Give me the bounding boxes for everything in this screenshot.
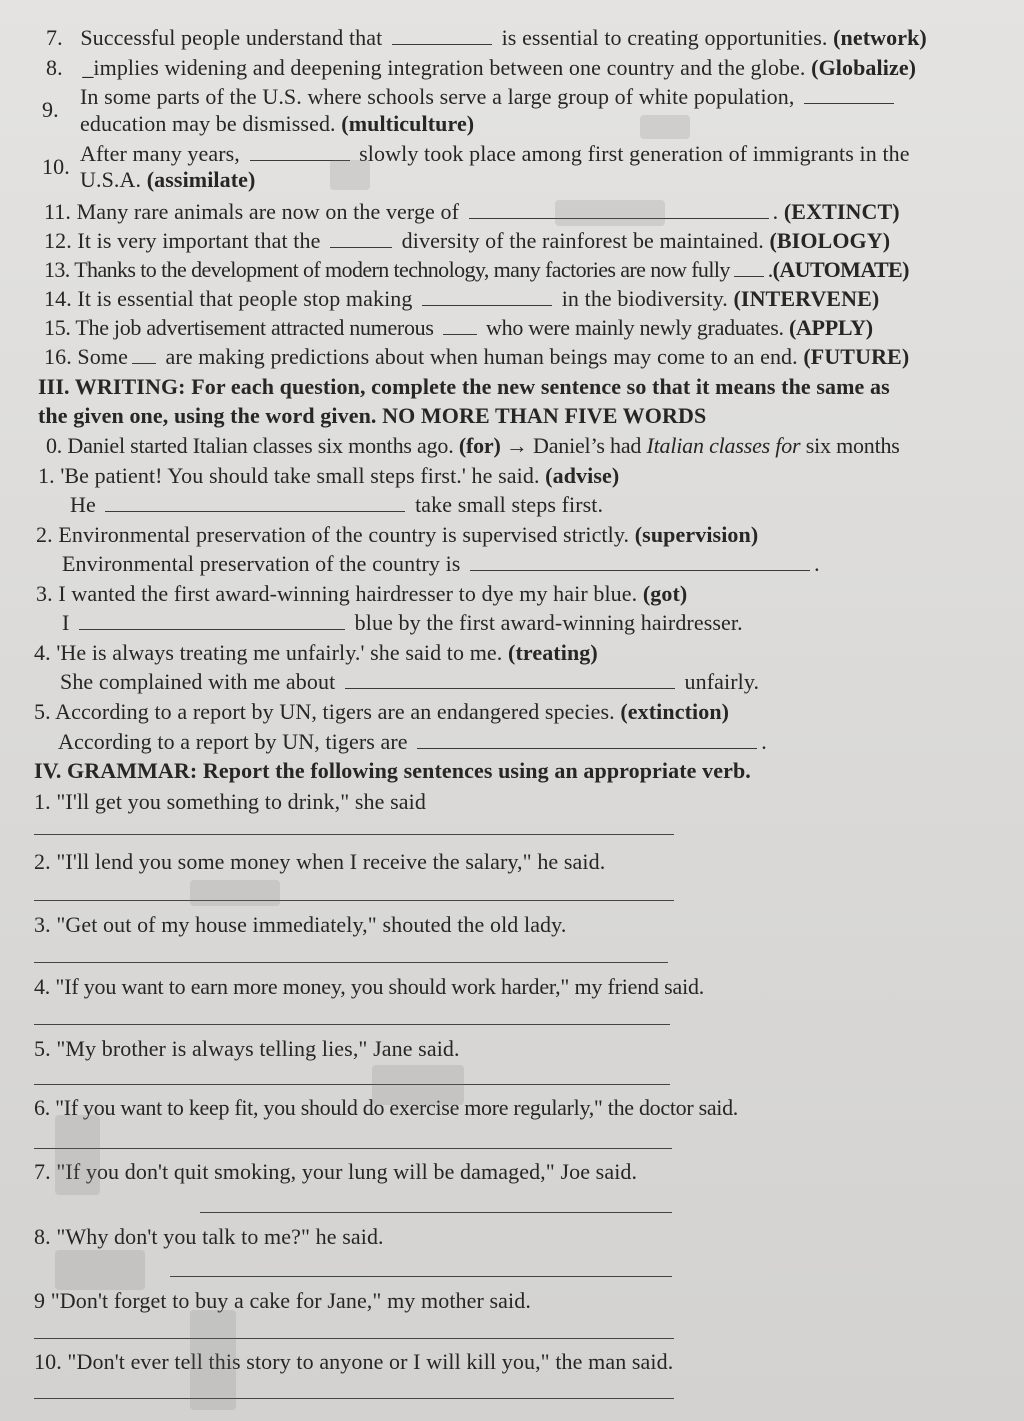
word-hint: (EXTINCT) — [783, 199, 900, 224]
answer-blank[interactable] — [105, 491, 405, 512]
item-14 — [44, 285, 879, 313]
rewrite-item-4: 4. 'He is always treating me unfairly.' she said to me. (treating) — [34, 640, 598, 665]
item-text-2: is essential to creating opportunities. — [501, 25, 828, 50]
item-number: 12. — [44, 228, 72, 253]
sentence-text: "Why don't you talk to me?" he said. — [56, 1224, 384, 1249]
answer-blank[interactable] — [79, 609, 345, 630]
answer-blank[interactable] — [470, 550, 810, 571]
item-text: Successful people understand that — [80, 25, 383, 50]
sentence-text: "Don't forget to buy a cake for Jane," my mother said. — [50, 1288, 531, 1313]
report-item-6: 6. "If you want to keep fit, you should do exercise more regularly," the doctor said. — [34, 1095, 739, 1120]
rewrite-answer-4: She complained with me about unfairly. — [60, 669, 760, 694]
answer-line-2[interactable] — [34, 900, 674, 901]
item-text: Some — [77, 344, 128, 369]
item-text: The job advertisement attracted numerous — [75, 315, 434, 340]
erased-mark — [190, 1310, 236, 1410]
answer-line-10[interactable] — [34, 1398, 674, 1399]
question-text: According to a report by UN, tigers are an endangered species. — [55, 699, 615, 724]
item-10-cont — [80, 166, 255, 194]
item-9-number: 9. — [42, 97, 59, 122]
sentence-text: "If you want to keep fit, you should do exercise more regularly," the doctor said. — [55, 1095, 739, 1120]
question-text: I wanted the first award-winning hairdresser to dye my hair blue. — [58, 581, 638, 606]
item-9-cont — [80, 110, 474, 138]
item-11: 11. Many rare animals are now on the verge of . (EXTINCT) — [44, 199, 900, 224]
answer-line-3[interactable] — [34, 962, 668, 963]
word-hint: (INTERVENE) — [733, 286, 880, 311]
erased-mark — [330, 160, 370, 190]
item-text: It is very important that the — [77, 228, 321, 253]
erased-mark — [640, 115, 690, 139]
item-text: _implies widening and deepening integration between one country and the globe. — [82, 55, 806, 80]
item-16 — [44, 343, 909, 371]
answer-blank[interactable] — [734, 256, 764, 277]
item-text: Many rare animals are now on the verge of — [76, 199, 460, 224]
erased-mark — [555, 200, 665, 226]
report-item-9: 9 "Don't forget to buy a cake for Jane," my mother said. — [34, 1288, 531, 1313]
answer-blank[interactable] — [392, 24, 492, 45]
answer-line-8[interactable] — [170, 1276, 672, 1277]
item-text-2: in the biodiversity. — [561, 286, 728, 311]
item-number: 7. — [46, 25, 63, 50]
report-item-10: 10. "Don't ever tell this story to anyone or I will kill you," the man said. — [34, 1349, 674, 1374]
erased-mark — [55, 1250, 145, 1290]
item-text: In some parts of the U.S. where schools serve a large group of white population, — [80, 84, 795, 109]
answer-line-6[interactable] — [34, 1148, 672, 1149]
example-item: 0. Daniel started Italian classes six months ago. (for) → Daniel’s had Italian classes for six months — [46, 433, 900, 458]
question-text: 'Be patient! You should take small steps first.' he said. — [60, 463, 540, 488]
item-9 — [80, 83, 898, 111]
item-number: 13. — [44, 257, 70, 282]
item-number: 11. — [44, 199, 71, 224]
sentence-text: "I'll get you something to drink," she said — [56, 789, 426, 814]
rewrite-item-1: 1. 'Be patient! You should take small steps first.' he said. (advise) — [38, 463, 620, 488]
section-4-heading: IV. GRAMMAR: Report the following sentences using an appropriate verb. — [34, 758, 751, 783]
word-hint: (AUTOMATE) — [772, 257, 909, 282]
item-text-2: diversity of the rainforest be maintained. — [401, 228, 764, 253]
word-hint: (advise) — [545, 463, 620, 488]
item-text: After many years, — [80, 141, 240, 166]
item-15 — [44, 314, 873, 342]
answer-line-1[interactable] — [34, 834, 674, 835]
question-text: 'He is always treating me unfairly.' she said to me. — [56, 640, 503, 665]
erased-mark — [372, 1065, 464, 1105]
word-hint: (got) — [642, 581, 688, 606]
word-hint: (multiculture) — [341, 111, 475, 136]
item-text-2: education may be dismissed. — [80, 111, 336, 136]
sentence-text: "Get out of my house immediately," shouted the old lady. — [56, 912, 567, 937]
answer-blank[interactable] — [250, 140, 350, 161]
sentence-text: "My brother is always telling lies," Jane said. — [56, 1036, 460, 1061]
arrow-icon: → — [505, 433, 528, 458]
answer-blank[interactable] — [132, 343, 156, 364]
report-item-2: 2. "I'll lend you some money when I receive the salary," he said. — [34, 849, 606, 874]
answer-blank[interactable] — [345, 668, 675, 689]
answer-blank[interactable] — [330, 227, 392, 248]
answer-line-7[interactable] — [200, 1212, 672, 1213]
word-hint: (treating) — [508, 640, 598, 665]
word-hint: (assimilate) — [146, 167, 256, 192]
report-item-7: 7. "If you don't quit smoking, your lung will be damaged," Joe said. — [34, 1159, 638, 1184]
rewrite-answer-1: He take small steps first. — [70, 492, 604, 517]
rewrite-item-2: 2. Environmental preservation of the country is supervised strictly. (supervision) — [36, 522, 759, 547]
item-13: 13. Thanks to the development of modern technology, many factories are now fully .(AUTOMATE) — [44, 257, 909, 282]
sentence-text: "If you don't quit smoking, your lung will be damaged," Joe said. — [56, 1159, 638, 1184]
item-text: Thanks to the development of modern technology, many factories are now fully — [74, 257, 730, 282]
answer-line-9[interactable] — [34, 1338, 674, 1339]
item-text: It is essential that people stop making — [77, 286, 413, 311]
section-3-heading-cont: the given one, using the word given. NO MORE THAN FIVE WORDS — [38, 403, 707, 428]
item-number: 8. — [46, 55, 63, 80]
answer-line-5[interactable] — [34, 1084, 670, 1085]
word-hint: (extinction) — [620, 699, 730, 724]
answer-line-4[interactable] — [34, 1024, 670, 1025]
report-item-4: 4. "If you want to earn more money, you should work harder," my friend said. — [34, 974, 705, 999]
word-hint: (BIOLOGY) — [769, 228, 891, 253]
rewrite-answer-5: According to a report by UN, tigers are . — [58, 729, 767, 754]
item-number: 14. — [44, 286, 72, 311]
item-10-number: 10. — [42, 154, 70, 179]
word-hint: (network) — [833, 25, 927, 50]
answer-blank[interactable] — [443, 314, 477, 335]
item-text-2: slowly took place among first generation of immigrants in the — [359, 141, 910, 166]
sentence-text: "I'll lend you some money when I receive the salary," he said. — [56, 849, 606, 874]
word-hint: (FUTURE) — [803, 344, 910, 369]
sentence-text: "If you want to earn more money, you should work harder," my friend said. — [55, 974, 705, 999]
word-hint: (Globalize) — [811, 55, 917, 80]
erased-mark — [55, 1115, 100, 1195]
word-hint: (supervision) — [634, 522, 759, 547]
item-number: 15. — [44, 315, 71, 340]
report-item-1: 1. "I'll get you something to drink," she said — [34, 789, 426, 814]
item-text-2: are making predictions about when human beings may come to an end. — [165, 344, 798, 369]
report-item-8: 8. "Why don't you talk to me?" he said. — [34, 1224, 384, 1249]
rewrite-answer-2: Environmental preservation of the country is . — [62, 551, 820, 576]
erased-mark — [190, 880, 280, 906]
item-text-3: U.S.A. — [80, 167, 142, 192]
item-7 — [46, 24, 927, 52]
item-number: 16. — [44, 344, 72, 369]
item-text-2: who were mainly newly graduates. — [486, 315, 784, 340]
question-text: Environmental preservation of the country is supervised strictly. — [58, 522, 630, 547]
rewrite-item-3: 3. I wanted the first award-winning hairdresser to dye my hair blue. (got) — [36, 581, 688, 606]
item-8 — [46, 54, 916, 82]
report-item-5: 5. "My brother is always telling lies," Jane said. — [34, 1036, 460, 1061]
section-3-heading: III. WRITING: For each question, complete the new sentence so that it means the same as — [38, 374, 890, 399]
answer-blank[interactable] — [804, 83, 894, 104]
rewrite-item-5: 5. According to a report by UN, tigers are an endangered species. (extinction) — [34, 699, 730, 724]
sentence-text: "Don't ever tell this story to anyone or I will kill you," the man said. — [67, 1349, 674, 1374]
answer-blank[interactable] — [422, 285, 552, 306]
word-hint: (APPLY) — [788, 315, 873, 340]
answer-blank[interactable] — [417, 728, 757, 749]
report-item-3: 3. "Get out of my house immediately," shouted the old lady. — [34, 912, 567, 937]
item-10 — [80, 140, 910, 168]
item-12 — [44, 227, 890, 255]
rewrite-answer-3: I blue by the first award-winning hairdresser. — [62, 610, 743, 635]
